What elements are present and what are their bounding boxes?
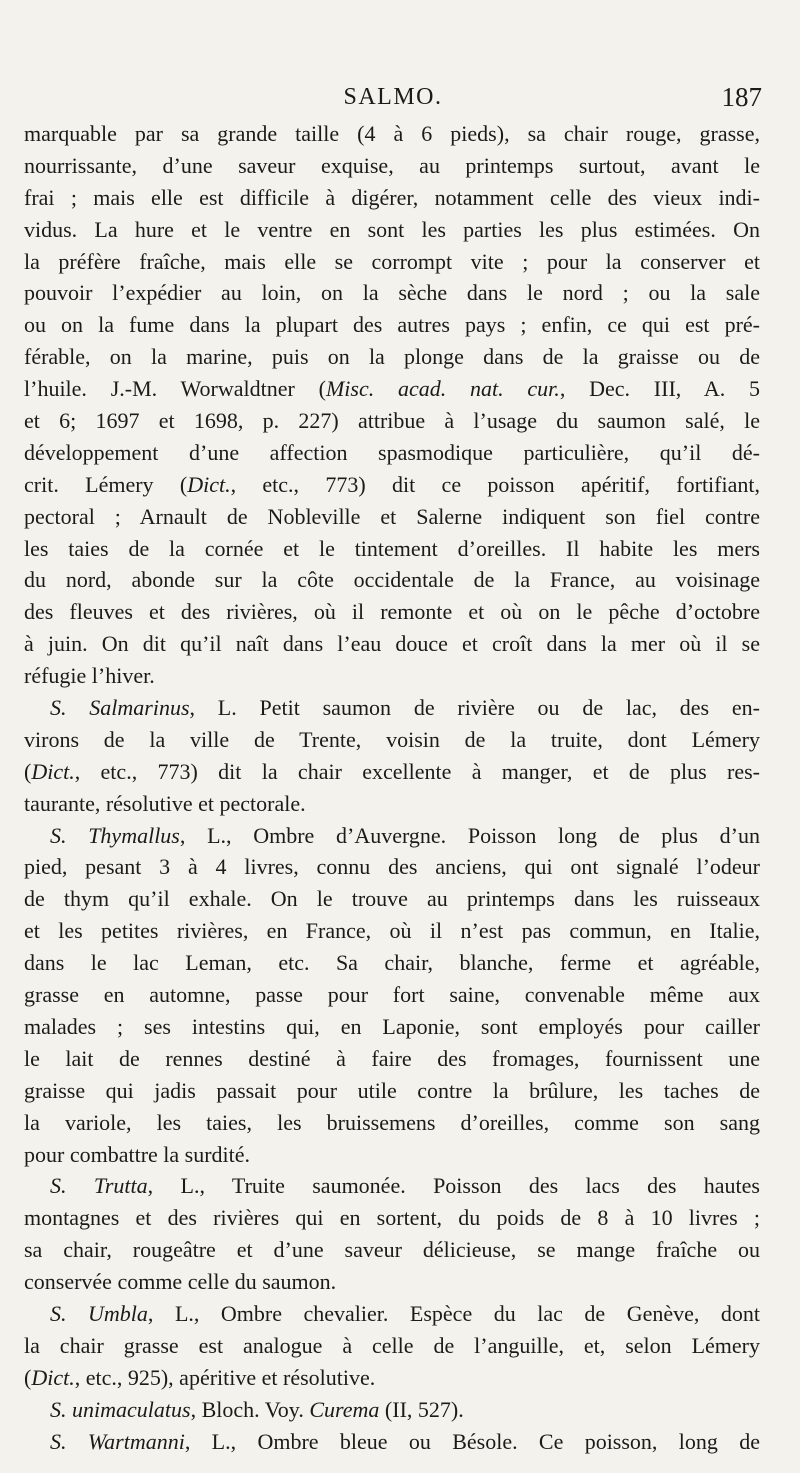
text-run: développement d’une affection spasmodique particulière, qu’il dé- <box>24 439 760 465</box>
text-line <box>24 820 760 852</box>
italic-run: Dict. <box>31 758 75 784</box>
text-line <box>24 182 760 214</box>
text-run: pouvoir l’expédier au loin, on la sèche dans le nord ; ou la sale <box>24 280 760 306</box>
text-run: ( <box>24 758 32 784</box>
text-run: nourrissante, d’une saveur exquise, au printemps surtout, avant le <box>24 152 760 178</box>
text-run: pied, pesant 3 à 4 livres, connu des anciens, qui ont signalé l’odeur <box>24 854 760 880</box>
text-line <box>24 277 760 309</box>
italic-run: Dict. <box>187 471 231 497</box>
text-run: , L. Petit saumon de rivière ou de lac, des en- <box>189 695 760 721</box>
text-line <box>24 1298 760 1330</box>
text-line <box>24 246 760 278</box>
text-run: grasse en automne, passe pour fort saine, convenable même aux <box>24 982 760 1008</box>
text-line <box>24 118 760 150</box>
text-run: , etc., 925), apéritive et résolutive. <box>74 1364 376 1390</box>
text-run: crit. Lémery ( <box>24 471 188 497</box>
text-line <box>24 501 760 533</box>
text-run: ou on la fume dans la plupart des autres pays ; enfin, ce qui est pré- <box>24 312 760 338</box>
text-run: , Bloch. Voy. <box>190 1396 310 1422</box>
text-line <box>24 437 760 469</box>
text-run: les taies de la cornée et le tintement d’oreilles. Il habite les mers <box>24 535 760 561</box>
text-line <box>24 1043 760 1075</box>
text-line <box>24 1362 760 1394</box>
text-run: la chair grasse est analogue à celle de l’anguille, et, selon Lémery <box>24 1332 760 1358</box>
text-run: frai ; mais elle est difficile à digérer, notamment celle des vieux indi- <box>24 184 760 210</box>
text-line <box>24 979 760 1011</box>
text-run: malades ; ses intestins qui, en Laponie, sont employés pour cailler <box>24 1013 760 1039</box>
text-run: la variole, les taies, les bruissemens d’oreilles, comme son sang <box>24 1109 760 1135</box>
text-run: pectoral ; Arnault de Nobleville et Salerne indiquent son fiel contre <box>24 503 760 529</box>
text-line <box>24 692 760 724</box>
text-line <box>24 1234 760 1266</box>
text-line <box>24 533 760 565</box>
text-run: virons de la ville de Trente, voisin de la truite, dont Lémery <box>24 726 760 752</box>
text-line <box>24 309 760 341</box>
text-line <box>24 628 760 660</box>
italic-run: S. Trutta <box>50 1173 148 1199</box>
text-line <box>24 660 760 692</box>
text-line <box>24 1266 760 1298</box>
text-line <box>24 1394 760 1426</box>
text-run: (II, 527). <box>379 1396 464 1422</box>
text-line <box>24 1011 760 1043</box>
text-run: la préfère fraîche, mais elle se corrompt vite ; pour la conserver et <box>24 248 760 274</box>
text-run: pour combattre la surdité. <box>24 1141 251 1167</box>
text-run: , Dec. III, A. 5 <box>559 376 760 402</box>
text-line <box>24 1426 760 1458</box>
text-line <box>24 756 760 788</box>
text-run: du nord, abonde sur la côte occidentale de la France, au voisinage <box>24 567 760 593</box>
italic-run: Dict. <box>31 1364 75 1390</box>
text-line <box>24 1139 760 1171</box>
text-run: vidus. La hure et le ventre en sont les parties les plus estimées. On <box>24 216 760 242</box>
text-line <box>24 1202 760 1234</box>
text-line <box>24 883 760 915</box>
text-line <box>24 1330 760 1362</box>
text-run: graisse qui jadis passait pour utile contre la brûlure, les taches de <box>24 1077 760 1103</box>
text-run: , L., Ombre d’Auvergne. Poisson long de plus d’un <box>179 822 760 848</box>
text-run: le lait de rennes destiné à faire des fromages, fournissent une <box>24 1045 760 1071</box>
text-line <box>24 851 760 883</box>
text-line <box>24 1170 760 1202</box>
text-run: ( <box>24 1364 32 1390</box>
text-run: l’huile. J.-M. Worwaldtner ( <box>24 376 326 402</box>
text-run: de thym qu’il exhale. On le trouve au printemps dans les ruisseaux <box>24 886 760 912</box>
running-head: SALMO. <box>343 84 443 110</box>
text-run: , etc., 773) dit la chair excellente à manger, et de plus res- <box>74 758 760 784</box>
text-run: , etc., 773) dit ce poisson apéritif, fortifiant, <box>230 471 760 497</box>
text-run: et 6; 1697 et 1698, p. 227) attribue à l’usage du saumon salé, le <box>24 408 760 434</box>
text-line <box>24 915 760 947</box>
text-run: dans le lac Leman, etc. Sa chair, blanche, ferme et agréable, <box>24 950 760 976</box>
text-line <box>24 564 760 596</box>
text-run: sa chair, rougeâtre et d’une saveur délicieuse, se mange fraîche ou <box>24 1237 760 1263</box>
text-line <box>24 1107 760 1139</box>
italic-run: Misc. acad. nat. cur. <box>325 376 560 402</box>
text-line <box>24 788 760 820</box>
text-line <box>24 1075 760 1107</box>
text-run: montagnes et des rivières qui en sortent, du poids de 8 à 10 livres ; <box>24 1205 760 1231</box>
text-run: à juin. On dit qu’il naît dans l’eau douce et croît dans la mer où il se <box>24 631 760 657</box>
body-text <box>24 118 760 1457</box>
text-line <box>24 596 760 628</box>
text-run: férable, on la marine, puis on la plonge dans de la graisse ou de <box>24 344 760 370</box>
italic-run: S. unimaculatus <box>50 1396 191 1422</box>
italic-run: S. Salmarinus <box>50 695 190 721</box>
text-run: des fleuves et des rivières, où il remonte et où on le pêche d’octobre <box>24 599 760 625</box>
text-line <box>24 469 760 501</box>
text-line <box>24 947 760 979</box>
italic-run: S. Umbla <box>50 1300 148 1326</box>
text-line <box>24 150 760 182</box>
text-run: , L., Ombre chevalier. Espèce du lac de Genève, dont <box>147 1300 761 1326</box>
italic-run: Curema <box>309 1396 380 1422</box>
text-run: marquable par sa grande taille (4 à 6 pieds), sa chair rouge, grasse, <box>24 121 760 146</box>
text-line <box>24 405 760 437</box>
text-line <box>24 341 760 373</box>
text-run: conservée comme celle du saumon. <box>24 1269 337 1295</box>
text-line <box>24 214 760 246</box>
text-run: , L., Truite saumonée. Poisson des lacs des hautes <box>147 1173 760 1199</box>
page-header <box>24 82 762 120</box>
text-run: et les petites rivières, en France, où il n’est pas commun, en Italie, <box>24 918 760 944</box>
italic-run: S. Thymallus <box>50 822 180 848</box>
text-run: taurante, résolutive et pectorale. <box>24 790 306 816</box>
text-run: réfugie l’hiver. <box>24 663 155 689</box>
text-line <box>24 373 760 405</box>
italic-run: S. Wartmanni <box>50 1428 185 1454</box>
text-run: , L., Ombre bleue ou Bésole. Ce poisson, long de <box>184 1428 760 1454</box>
text-line <box>24 724 760 756</box>
page-number: 187 <box>721 82 762 112</box>
